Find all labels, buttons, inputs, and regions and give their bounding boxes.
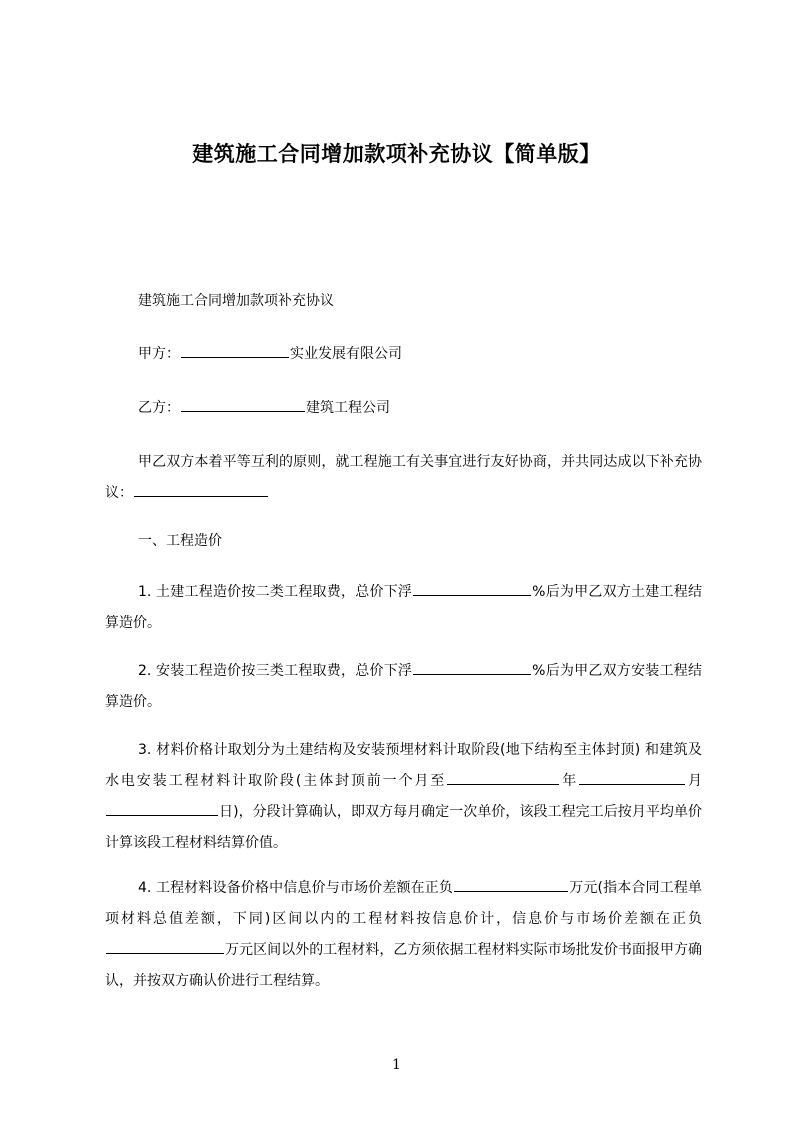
clause-1-3-text-d: 日)，分段计算确认，即双方每月确定一次单价，该段工程完工后按月平均单价计算该段工程材料结算价值。	[105, 804, 702, 851]
clause-1-3	[105, 735, 702, 859]
page-number: 1	[392, 1057, 401, 1073]
clause-1-1	[105, 577, 702, 639]
clause-1-3-text-b: 年	[560, 773, 579, 789]
clause-1-4-text-a: 4. 工程材料设备价格中信息价与市场价差额在正负	[138, 880, 454, 896]
clause-1-3-text-c: 月	[686, 773, 703, 789]
clause-1-3-blank-year	[447, 770, 559, 785]
party-b-line	[105, 393, 702, 424]
party-b-label: 乙方：	[138, 400, 180, 416]
clause-1-4-text-c: 万元区间以外的工程材料，乙方须依据工程材料实际市场批发价书面报甲方确认，并按双方确认价进行工程结算。	[105, 942, 702, 989]
clause-1-2	[105, 656, 702, 718]
agreement-subtitle: 建筑施工合同增加款项补充协议	[138, 293, 334, 309]
party-a-suffix: 实业发展有限公司	[290, 346, 402, 362]
clause-1-3-text-a: 3. 材料价格计取划分为土建结构及安装预埋材料计取阶段(地下结构至主体封顶) 和建筑及水电安装工程材料计取阶段(主体封顶前一个月至	[105, 742, 702, 789]
clause-1-4-blank-1	[454, 877, 568, 892]
clause-1-4	[105, 873, 702, 997]
document-title: 建筑施工合同增加款项补充协议【简单版】	[192, 142, 601, 166]
party-a-line	[105, 339, 702, 370]
clause-1-3-blank-day	[106, 801, 218, 816]
clause-1-2-text-b: %后为甲乙双方安装工程结算造价。	[105, 663, 702, 710]
clause-1-2-blank	[413, 660, 531, 675]
clause-1-1-blank	[413, 581, 531, 596]
clause-1-1-text-a: 1. 土建工程造价按二类工程取费，总价下浮	[138, 584, 413, 600]
intro-paragraph	[105, 447, 702, 509]
party-a-blank	[181, 343, 289, 358]
clause-1-2-text-a: 2. 安装工程造价按三类工程取费，总价下浮	[138, 663, 413, 679]
section-1-heading: 一、工程造价	[138, 533, 222, 549]
intro-text: 甲乙双方本着平等互利的原则，就工程施工有关事宜进行友好协商，并共同达成以下补充协议：	[105, 454, 702, 501]
clause-1-4-text-b: 万元(指本合同工程单项材料总值差额，下同)区间以内的工程材料按信息价计，信息价与市场价差额在正负	[105, 880, 702, 927]
party-b-suffix: 建筑工程公司	[306, 400, 390, 416]
clause-1-3-blank-month	[579, 770, 685, 785]
party-a-label: 甲方：	[138, 346, 180, 362]
party-b-blank	[181, 397, 305, 412]
intro-blank	[134, 482, 268, 497]
clause-1-1-text-b: %后为甲乙双方土建工程结算造价。	[105, 584, 702, 631]
clause-1-4-blank-2	[106, 939, 224, 954]
